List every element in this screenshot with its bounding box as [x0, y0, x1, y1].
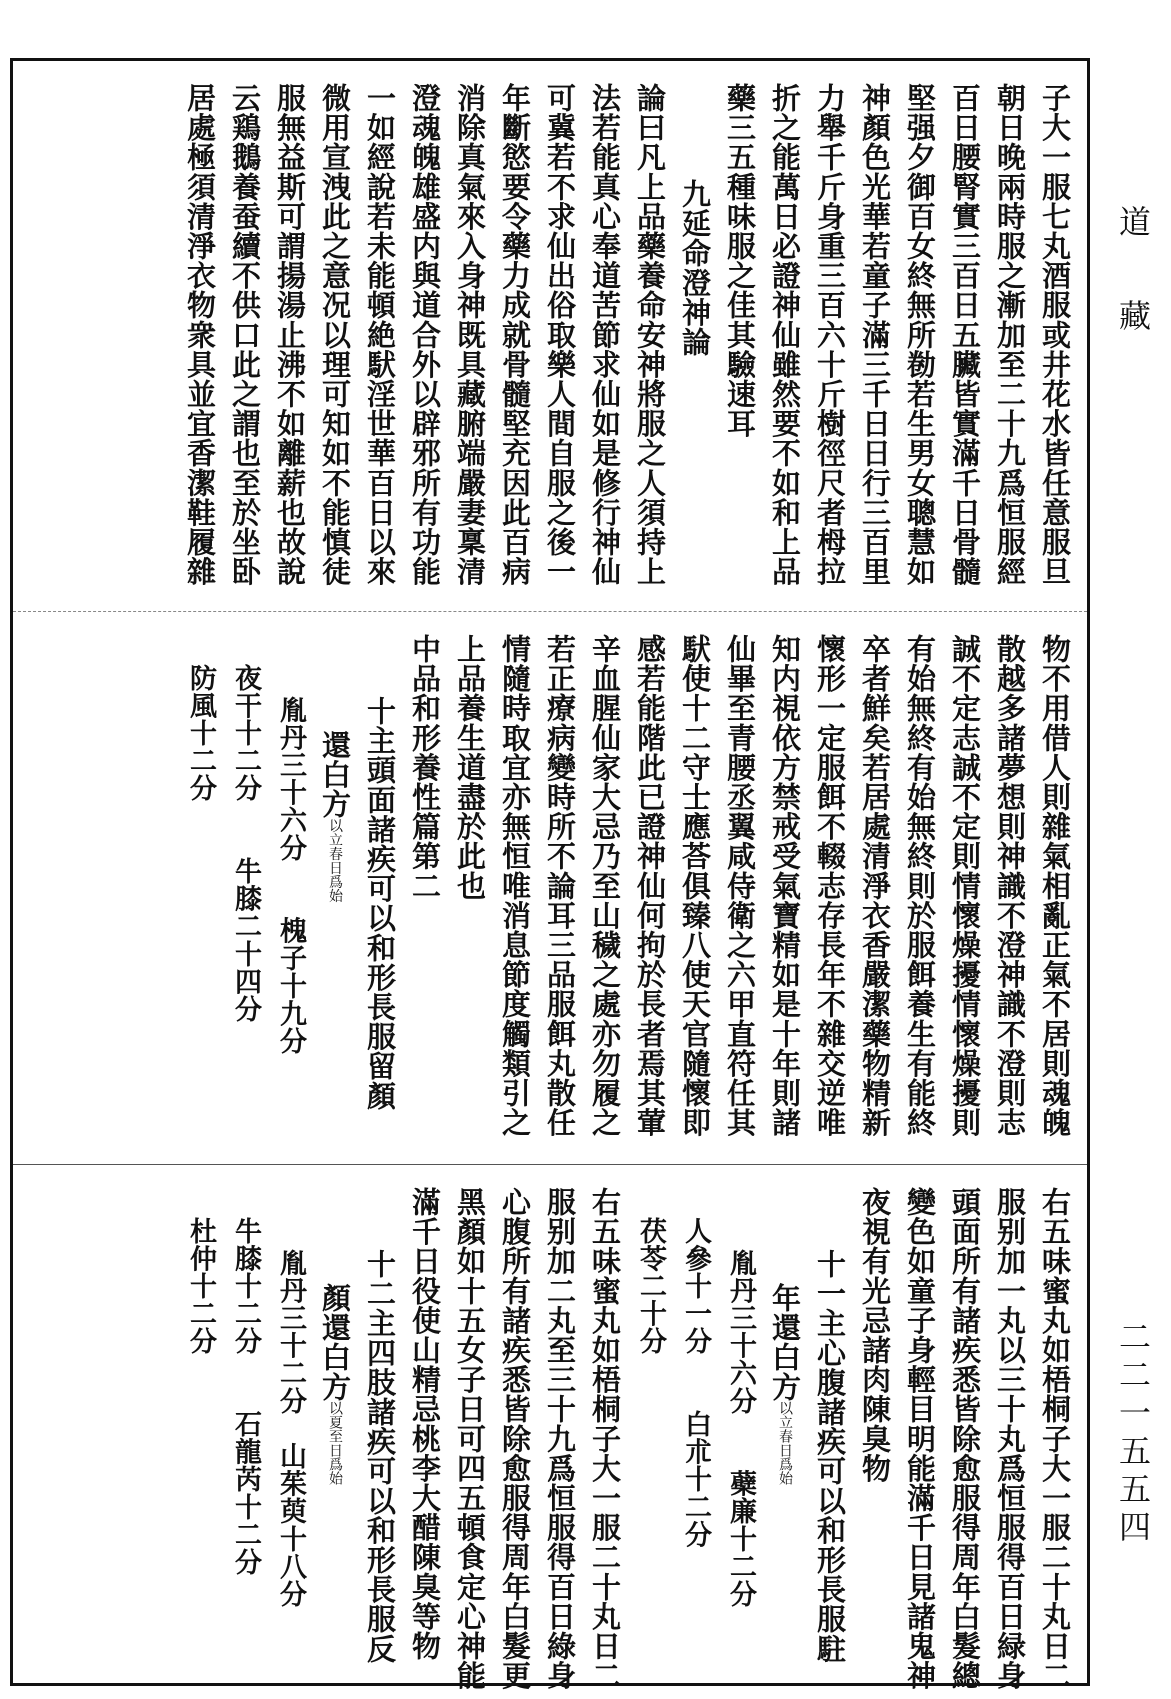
text-column: 懷形一定服餌不輟志存長年不雜交逆唯	[813, 634, 847, 1138]
text-column: 右五味蜜丸如梧桐子大一服二十丸日二	[1038, 1187, 1072, 1691]
recipe-note: 以立春日爲始	[777, 1401, 793, 1486]
herb-item: 山茱萸十八分	[275, 1442, 306, 1608]
recipe-note: 以立春日爲始	[327, 818, 343, 903]
text-column: 一如經說若未能頓絶䭾淫世華百日以來	[363, 83, 397, 587]
herb-line	[223, 634, 265, 1152]
column-group	[21, 83, 1075, 599]
herb-item: 胤丹三十六分	[725, 1249, 756, 1415]
text-column: 感若能階此已證神仙何拘於長者焉其葷	[633, 634, 667, 1138]
collection-label: 道藏	[1114, 205, 1152, 393]
text-column: 云鶏鵝養蚕續不供口此之謂也至於坐卧	[228, 83, 262, 587]
recipe-name	[313, 634, 355, 1152]
recipe-name-text: 年還白方	[768, 1283, 802, 1402]
text-column: 卒者鮮矣若居處清淨衣香嚴潔藥物精新	[858, 634, 892, 1138]
page-number: 二二一五五四	[1114, 1320, 1152, 1548]
herb-item: 蘗廉十二分	[725, 1469, 756, 1608]
text-column: 變色如童子身輕目明能滿千日見諸鬼神	[903, 1187, 937, 1691]
text-column: 朝日晚兩時服之漸加至二十九爲恒服經	[993, 83, 1027, 587]
herb-line	[223, 1187, 265, 1673]
recipe-name	[313, 1187, 355, 1673]
text-column: 折之能萬日必證神仙雖然要不如和上品	[768, 83, 802, 587]
text-panel-lower	[13, 1164, 1087, 1691]
herb-item: 牛膝十二分	[230, 1217, 261, 1355]
text-column: 堅强夕御百女終無所勌若生男女聰慧如	[903, 83, 937, 587]
herb-line	[268, 1187, 310, 1673]
text-column: 黑顏如十五女子日可四五頓食定心神能	[453, 1187, 487, 1691]
chapter-heading: 中品和形養性篇第二	[408, 634, 442, 901]
text-column: 年斷慾要令藥力成就骨髓堅充因此百病	[498, 83, 532, 587]
herb-line	[718, 1187, 760, 1673]
herb-line	[673, 1187, 715, 1673]
herb-line: 杜仲十二分	[185, 1217, 216, 1355]
text-column: 誠不定志誠不定則情懷燥擾情懷燥擾則	[948, 634, 982, 1138]
text-panel-upper	[13, 61, 1087, 609]
column-group	[21, 634, 1075, 1152]
text-column: 子大一服七丸酒服或井花水皆任意服旦	[1038, 83, 1072, 587]
text-column: 澄魂魄雄盛内與道合外以辟邪所有功能	[408, 83, 442, 587]
text-column: 服無益斯可謂揚湯止沸不如離薪也故說	[273, 83, 307, 587]
text-column: 神顏色光華若童子滿三千日日行三百里	[858, 83, 892, 587]
herb-item: 牛膝二十四分	[230, 857, 261, 1023]
section-heading: 九延命澄神論	[678, 179, 712, 357]
text-column: 上品養生道盡於此也	[453, 634, 487, 901]
herb-item: 防風十二分	[185, 664, 216, 802]
text-column: 服别加一丸以三十丸爲恒服得百日緑身	[993, 1187, 1027, 1691]
text-column: 有始無終有始無終則於服餌養生有能終	[903, 634, 937, 1138]
text-column: 心腹所有諸疾悉皆除愈服得周年白髮更	[498, 1187, 532, 1691]
text-column: 居處極須清淨衣物衆具並宜香潔鞋履雜	[183, 83, 217, 587]
text-column: 消除真氣來入身神既具藏腑端嚴妻稟清	[453, 83, 487, 587]
text-column: 百日腰腎實三百日五臟皆實滿千日骨髓	[948, 83, 982, 587]
recipe-title: 十二主四肢諸疾可以和形長服反	[363, 1249, 397, 1664]
text-column: 夜視有光忌諸肉陳臭物	[858, 1187, 892, 1483]
text-column: 滿千日役使山精忌桃李大醋陳臭等物	[408, 1187, 442, 1661]
herb-item: 胤丹三十六分	[275, 696, 306, 862]
text-panel-middle	[13, 611, 1087, 1162]
text-column: 論曰凡上品藥養命安神將服之人須持上	[633, 83, 667, 587]
text-column: 藥三五種味服之佳其驗速耳	[723, 83, 757, 439]
recipe-name-text: 顏還白方	[318, 1283, 352, 1402]
text-column: 辛血腥仙家大忌乃至山穢之處亦勿履之	[588, 634, 622, 1138]
herb-item: 石龍芮十二分	[230, 1410, 261, 1576]
text-column: 䭾使十二守士應荅俱臻八使天官隨懷即	[678, 634, 712, 1138]
herb-line: 茯苓二十分	[635, 1217, 666, 1355]
recipe-title: 十主頭面諸疾可以和形長服留顏	[363, 696, 397, 1111]
text-column: 微用宣洩此之意况以理可知如不能慎徒	[318, 83, 352, 587]
page-frame	[10, 58, 1090, 1691]
recipe-name	[763, 1187, 805, 1673]
text-column: 力舉千斤身重三百六十斤樹徑尺者栂拉	[813, 83, 847, 587]
text-column: 若正療病變時所不論耳三品服餌丸散任	[543, 634, 577, 1138]
herb-item: 槐子十九分	[275, 916, 306, 1055]
text-column: 散越多諸夢想則神識不澄神識不澄則志	[993, 634, 1027, 1138]
text-column: 物不用借人則雜氣相亂正氣不居則魂魄	[1038, 634, 1072, 1138]
text-column: 頭面所有諸疾悉皆除愈服得周年白髮總	[948, 1187, 982, 1691]
herb-item: 夜干十二分	[230, 664, 261, 802]
herb-line	[178, 634, 220, 1152]
recipe-title: 十一主心腹諸疾可以和形長服駐	[813, 1249, 847, 1664]
text-column: 可冀若不求仙出俗取樂人間自服之後一	[543, 83, 577, 587]
herb-item: 胤丹三十二分	[275, 1249, 306, 1415]
text-column: 右五味蜜丸如梧桐子大一服二十丸日二	[588, 1187, 622, 1691]
recipe-name-text: 還白方	[318, 730, 352, 819]
herb-item: 白朮十二分	[680, 1410, 711, 1549]
text-column: 法若能真心奉道苦節求仙如是修行神仙	[588, 83, 622, 587]
recipe-note: 以夏至日爲始	[327, 1401, 343, 1486]
text-column: 情隨時取宜亦無恒唯消息節度觸類引之	[498, 634, 532, 1138]
text-column: 服别加二丸至三十九爲恒服得百日綠身	[543, 1187, 577, 1691]
herb-item: 人參十一分	[680, 1217, 711, 1355]
column-group	[21, 1187, 1075, 1691]
text-column: 仙畢至青腰丞翼咸侍衛之六甲直符任其	[723, 634, 757, 1138]
text-column: 知内視依方禁戒受氣寶精如是十年則諸	[768, 634, 802, 1138]
herb-line	[268, 634, 310, 1152]
